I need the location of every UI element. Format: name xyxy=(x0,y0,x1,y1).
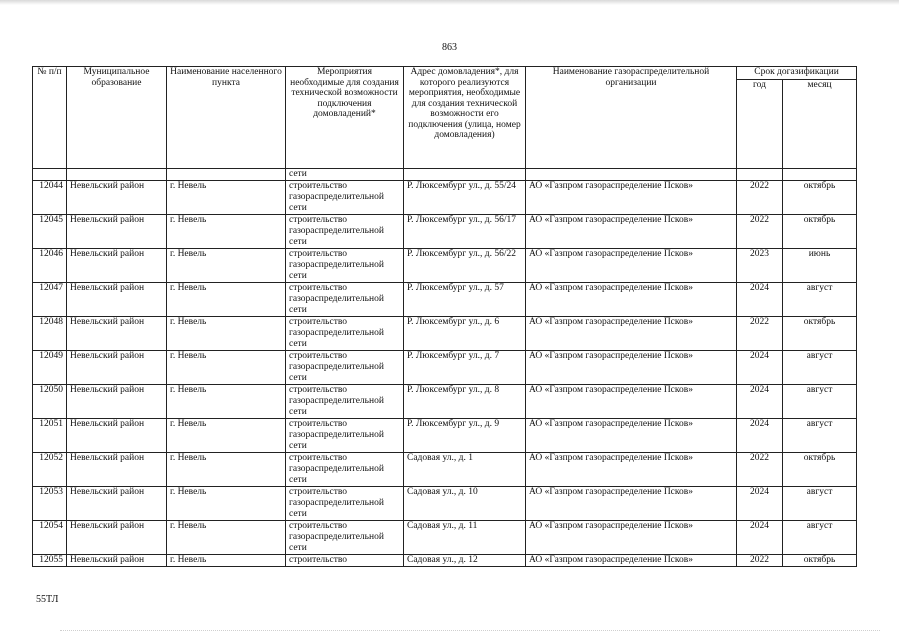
cell-measure: строительство газораспределительной сети xyxy=(286,385,404,419)
cell-num: 12049 xyxy=(33,351,67,385)
cell-month: август xyxy=(783,283,857,317)
cell-measure: строительство газораспределительной сети xyxy=(286,181,404,215)
table-row xyxy=(33,317,857,351)
cell-municipality: Невельский район xyxy=(67,385,167,419)
cell-measure: строительство газораспределительной сети xyxy=(286,215,404,249)
header-settlement: Наименование населенного пункта xyxy=(167,67,286,169)
cell-settlement: г. Невель xyxy=(167,453,286,487)
cell-settlement: г. Невель xyxy=(167,487,286,521)
table-row xyxy=(33,351,857,385)
table-row xyxy=(33,487,857,521)
cell-year: 2024 xyxy=(737,283,783,317)
cell-month: октябрь xyxy=(783,317,857,351)
cell-year: 2024 xyxy=(737,487,783,521)
cell-org: АО «Газпром газораспределение Псков» xyxy=(526,181,737,215)
cell-org: АО «Газпром газораспределение Псков» xyxy=(526,317,737,351)
cell-measure: строительство газораспределительной сети xyxy=(286,317,404,351)
header-num: № п/п xyxy=(33,67,67,169)
cell-num: 12052 xyxy=(33,453,67,487)
cell-municipality: Невельский район xyxy=(67,215,167,249)
cell-settlement: г. Невель xyxy=(167,351,286,385)
cell-month: октябрь xyxy=(783,555,857,567)
cell-municipality: Невельский район xyxy=(67,419,167,453)
continued-row xyxy=(33,169,857,181)
cell-org: АО «Газпром газораспределение Псков» xyxy=(526,555,737,567)
cell-year: 2024 xyxy=(737,419,783,453)
table-row xyxy=(33,521,857,555)
cell-num: 12051 xyxy=(33,419,67,453)
cell-measure: строительство газораспределительной сети xyxy=(286,487,404,521)
table-row xyxy=(33,385,857,419)
cell-address: Р. Люксембург ул., д. 9 xyxy=(404,419,526,453)
page-number: 863 xyxy=(442,42,457,53)
cell-address: Р. Люксембург ул., д. 56/17 xyxy=(404,215,526,249)
cell-address: Р. Люксембург ул., д. 8 xyxy=(404,385,526,419)
gasification-table xyxy=(32,66,857,567)
header-address: Адрес домовладения*, для которого реализуются мероприятия, необходимые для создания технической возможности его подключения (улица, номер домовладения) xyxy=(404,67,526,169)
cell-num: 12048 xyxy=(33,317,67,351)
cell-year: 2024 xyxy=(737,385,783,419)
cell-org: АО «Газпром газораспределение Псков» xyxy=(526,419,737,453)
cell-org: АО «Газпром газораспределение Псков» xyxy=(526,487,737,521)
cell-measure: строительство газораспределительной сети xyxy=(286,419,404,453)
cell-org: АО «Газпром газораспределение Псков» xyxy=(526,215,737,249)
cell-month: октябрь xyxy=(783,453,857,487)
header-measures: Мероприятия необходимые для создания технической возможности подключения домовладений* xyxy=(286,67,404,169)
cell-month: август xyxy=(783,385,857,419)
cell-year xyxy=(737,169,783,181)
cell-address: Р. Люксембург ул., д. 56/22 xyxy=(404,249,526,283)
cell-municipality: Невельский район xyxy=(67,521,167,555)
cell-measure: строительство xyxy=(286,555,404,567)
cell-org xyxy=(526,169,737,181)
cell-num: 12055 xyxy=(33,555,67,567)
cell-measure: строительство газораспределительной сети xyxy=(286,283,404,317)
cell-org: АО «Газпром газораспределение Псков» xyxy=(526,453,737,487)
cell-year: 2022 xyxy=(737,181,783,215)
scan-edge-bottom xyxy=(60,630,880,634)
cell-org: АО «Газпром газораспределение Псков» xyxy=(526,249,737,283)
cell-measure: строительство газораспределительной сети xyxy=(286,249,404,283)
cell-settlement: г. Невель xyxy=(167,521,286,555)
cell-org: АО «Газпром газораспределение Псков» xyxy=(526,283,737,317)
cell-address: Садовая ул., д. 10 xyxy=(404,487,526,521)
cell-municipality: Невельский район xyxy=(67,249,167,283)
header-municipality: Муниципальное образование xyxy=(67,67,167,169)
cell-year: 2023 xyxy=(737,249,783,283)
cell-num: 12045 xyxy=(33,215,67,249)
table-row xyxy=(33,215,857,249)
cell-settlement: г. Невель xyxy=(167,419,286,453)
cell-address: Р. Люксембург ул., д. 6 xyxy=(404,317,526,351)
cell-month: октябрь xyxy=(783,215,857,249)
table-row xyxy=(33,181,857,215)
cell-municipality: Невельский район xyxy=(67,181,167,215)
cell-address xyxy=(404,169,526,181)
cell-settlement: г. Невель xyxy=(167,317,286,351)
table-row xyxy=(33,249,857,283)
cell-municipality: Невельский район xyxy=(67,351,167,385)
header-month: месяц xyxy=(783,80,857,169)
cell-num: 12046 xyxy=(33,249,67,283)
cell-address: Р. Люксембург ул., д. 55/24 xyxy=(404,181,526,215)
cell-month: август xyxy=(783,419,857,453)
cell-address: Садовая ул., д. 1 xyxy=(404,453,526,487)
cell-year: 2024 xyxy=(737,521,783,555)
cell-year: 2024 xyxy=(737,351,783,385)
cell-municipality: Невельский район xyxy=(67,453,167,487)
cell-org: АО «Газпром газораспределение Псков» xyxy=(526,385,737,419)
cell-settlement: г. Невель xyxy=(167,385,286,419)
cell-settlement: г. Невель xyxy=(167,215,286,249)
cell-month: октябрь xyxy=(783,181,857,215)
cell-settlement: г. Невель xyxy=(167,283,286,317)
cell-address: Садовая ул., д. 11 xyxy=(404,521,526,555)
table-row xyxy=(33,555,857,567)
header-row xyxy=(33,67,857,80)
cell-month xyxy=(783,169,857,181)
cell-org: АО «Газпром газораспределение Псков» xyxy=(526,351,737,385)
cell-settlement: г. Невель xyxy=(167,555,286,567)
cell-measure: строительство газораспределительной сети xyxy=(286,521,404,555)
cell-month: август xyxy=(783,351,857,385)
cell-address: Р. Люксембург ул., д. 57 xyxy=(404,283,526,317)
cell-municipality xyxy=(67,169,167,181)
table-row xyxy=(33,283,857,317)
cell-year: 2022 xyxy=(737,453,783,487)
header-year: год xyxy=(737,80,783,169)
cell-month: август xyxy=(783,487,857,521)
cell-municipality: Невельский район xyxy=(67,555,167,567)
cell-settlement xyxy=(167,169,286,181)
cell-year: 2022 xyxy=(737,215,783,249)
scan-edge-top xyxy=(0,0,899,5)
cell-municipality: Невельский район xyxy=(67,283,167,317)
cell-num: 12053 xyxy=(33,487,67,521)
cell-settlement: г. Невель xyxy=(167,181,286,215)
cell-num xyxy=(33,169,67,181)
cell-month: август xyxy=(783,521,857,555)
cell-measure: сети xyxy=(286,169,404,181)
table-row xyxy=(33,419,857,453)
cell-year: 2022 xyxy=(737,555,783,567)
cell-address: Р. Люксембург ул., д. 7 xyxy=(404,351,526,385)
cell-year: 2022 xyxy=(737,317,783,351)
cell-num: 12047 xyxy=(33,283,67,317)
cell-num: 12044 xyxy=(33,181,67,215)
cell-month: июнь xyxy=(783,249,857,283)
cell-measure: строительство газораспределительной сети xyxy=(286,351,404,385)
cell-num: 12050 xyxy=(33,385,67,419)
header-deadline: Срок догазификации xyxy=(737,67,857,80)
footer-mark: 55ТЛ xyxy=(36,594,59,605)
cell-address: Садовая ул., д. 12 xyxy=(404,555,526,567)
cell-municipality: Невельский район xyxy=(67,317,167,351)
cell-municipality: Невельский район xyxy=(67,487,167,521)
cell-org: АО «Газпром газораспределение Псков» xyxy=(526,521,737,555)
cell-measure: строительство газораспределительной сети xyxy=(286,453,404,487)
table-row xyxy=(33,453,857,487)
header-organization: Наименование газораспределительной организации xyxy=(526,67,737,169)
cell-num: 12054 xyxy=(33,521,67,555)
cell-settlement: г. Невель xyxy=(167,249,286,283)
